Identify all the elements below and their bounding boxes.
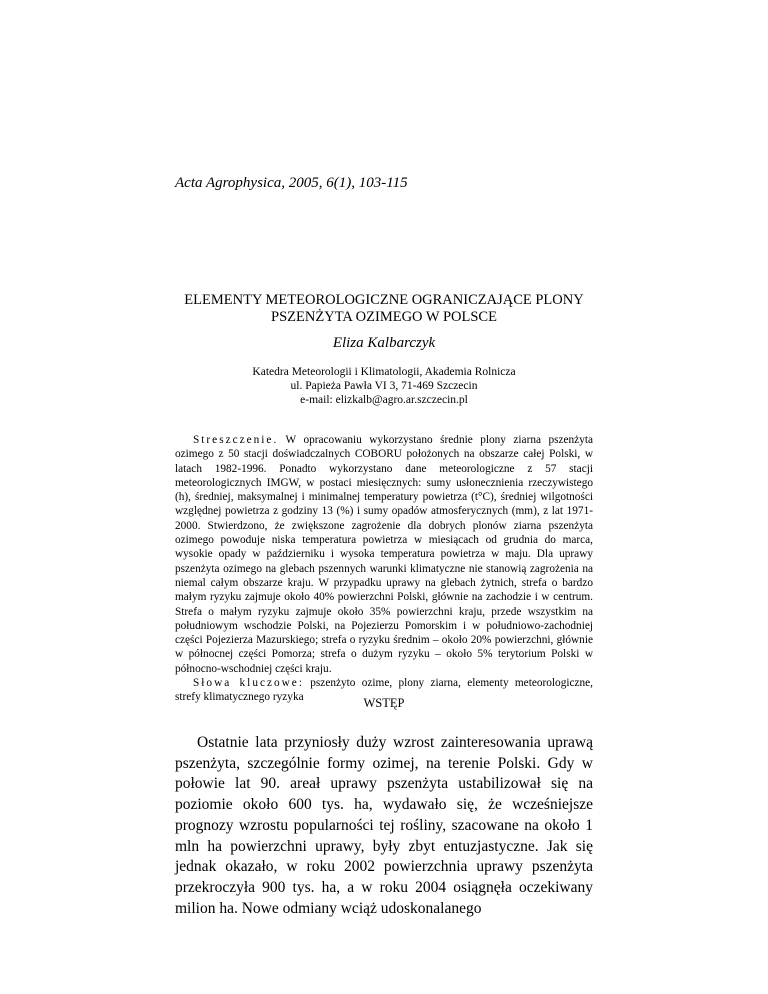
author-name: Eliza Kalbarczyk — [332, 335, 436, 351]
body-paragraph: Ostatnie lata przyniosły duży wzrost zainteresowania uprawą pszenżyta, szczególnie formy ozimej, na terenie Polski. Gdy w połowie lat 90. areał uprawy pszenżyta ustabilizował się na poziomie około 600 tys. ha, wydawało się, że wcześniejsze prognozy wzrostu popularności tej rośliny, szacowane na około 1 mln ha powierzchni uprawy, były zbyt entuzjastyczne. Jak się jednak okazało, w roku 2002 powierzchnia uprawy pszenżyta przekroczyła 900 tys. ha, a w roku 2004 osiągnęła oczekiwany milion ha. Nowe odmiany wciąż udoskonalanego — [175, 734, 593, 917]
affiliation-email: e-mail: elizkalb@agro.ar.szczecin.pl — [300, 394, 468, 406]
keywords-text: pszenżyto ozime, plony ziarna, elementy meteorologiczne, strefy klimatycznego ryzyka — [175, 677, 593, 704]
affiliation-line-1: Katedra Meteorologii i Klimatologii, Akademia Rolnicza — [252, 366, 516, 378]
journal-citation: Acta Agrophysica, 2005, 6(1), 103-115 — [175, 175, 408, 191]
article-title-line-2: PSZENŻYTA OZIMEGO W POLSCE — [271, 309, 497, 325]
affiliation-line-2: ul. Papieża Pawła VI 3, 71-469 Szczecin — [290, 380, 478, 392]
abstract-paragraph — [175, 433, 593, 676]
section-heading: WSTĘP — [363, 696, 405, 710]
article-title — [150, 292, 618, 326]
author-affiliation — [150, 365, 618, 407]
abstract-text: W opracowaniu wykorzystano średnie plony ziarna pszenżyta ozimego z 50 stacji doświadczalnych COBORU położonych na obszarze całej Polski, w latach 1982-1996. Ponadto wykorzystano dane meteorologiczne z 57 stacji meteorologicznych IMGW, w postaci miesięcznych: sumy usłonecznienia rzeczywistego (h), średniej, maksymalnej i minimalnej temperatury powietrza (t°C), średniej wilgotności względnej powietrza z godziny 13 (%) i sumy opadów atmosferycznych (mm), z lat 1971-2000. Stwierdzono, że zwiększone zagrożenie dla dobrych plonów ziarna pszenżyta ozimego powoduje niska temperatura powietrza w miesiącach od grudnia do marca, wysokie opady w październiku i wysoka temperatura powietrza w maju. Dla uprawy pszenżyta ozimego na glebach pszennych warunki klimatyczne nie stanowią zagrożenia na niemal całym obszarze kraju. W przypadku uprawy na glebach żytnich, strefa o bardzo małym ryzyku zajmuje około 40% powierzchni Polski, głównie na zachodzie i w centrum. Strefa o małym ryzyku zajmuje około 35% powierzchni kraju, przede wszystkim na południowym wschodzie Polski, na Pojezierzu Pomorskim i w południowo-zachodniej części Pojezierza Mazurskiego; strefa o ryzyku średnim – około 20% powierzchni, głównie w północnej części Pomorza; strefa o dużym ryzyku – około 5% terytorium Polski w północno-wschodniej części kraju. — [175, 434, 593, 675]
abstract-block — [175, 433, 593, 705]
body-text — [175, 733, 593, 919]
article-title-line-1: ELEMENTY METEOROLOGICZNE OGRANICZAJĄCE PLONY — [184, 292, 584, 308]
abstract-label: Streszczenie. — [193, 434, 279, 446]
keywords-label: Słowa kluczowe: — [193, 677, 304, 690]
